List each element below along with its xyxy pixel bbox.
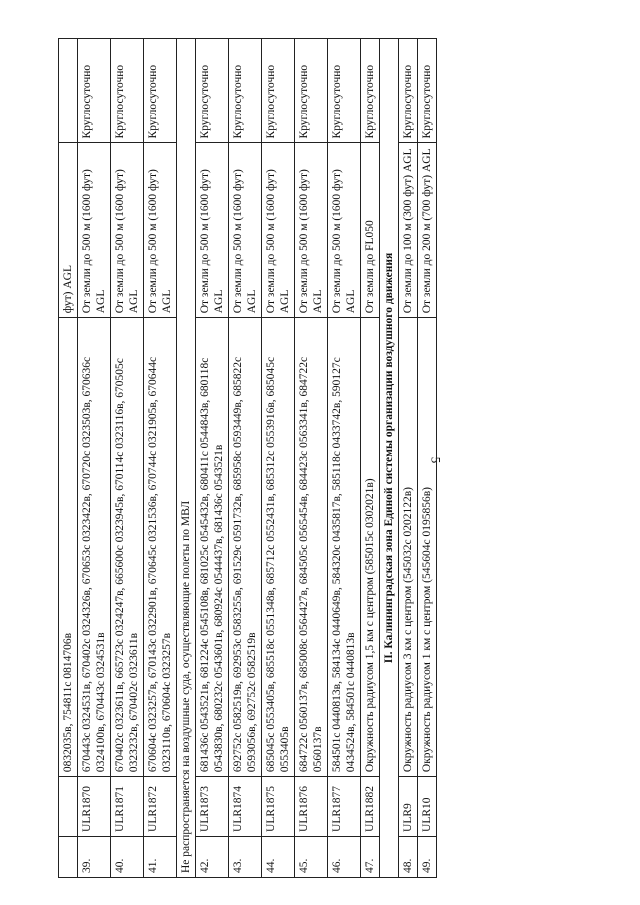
altitude-limits-cell: От земли до 500 м (1600 фут) AGL [229, 143, 262, 318]
row-number-cell: 39. [78, 836, 111, 877]
table-row [361, 39, 380, 878]
coordinates-cell: 584501с 0440813в, 584134с 0440649в, 584320с 0435817в, 585118с 0433742в, 590127с 0434524в, 584501с 0440813в [328, 318, 361, 777]
zone-code-cell: ULR1874 [229, 777, 262, 837]
row-number-cell: 48. [399, 836, 418, 877]
zone-code-cell: ULR10 [418, 777, 437, 837]
coordinates-cell: 670443с 0324531в, 670402с 0324326в, 670653с 0323422в, 670720с 0323503в, 670636с 0324100в, 670443с 0324531в [78, 318, 111, 777]
coordinates-cell: 685045с 0553405в, 685518с 0551348в, 685712с 0552431в, 685312с 0553916в, 685045с 0553405в [262, 318, 295, 777]
table-row [418, 39, 437, 878]
table-body-bottom [399, 39, 437, 878]
zone-code-cell: ULR1873 [196, 777, 229, 837]
row-number-cell: 44. [262, 836, 295, 877]
altitude-limits-cell: От земли до 100 м (300 фут) AGL [399, 143, 418, 318]
table-body-note [177, 39, 196, 878]
zone-code-cell: ULR1872 [144, 777, 177, 837]
operating-time-cell: Круглосуточно [111, 39, 144, 143]
table-row [328, 39, 361, 878]
table-row [262, 39, 295, 878]
altitude-limits-cell: От земли до 500 м (1600 фут) AGL [78, 143, 111, 318]
rotated-table-container [58, 38, 630, 878]
table-body-mid [196, 39, 380, 878]
operating-time-cell: Круглосуточно [399, 39, 418, 143]
table-row [59, 39, 78, 878]
altitude-limits-cell: От земли до 500 м (1600 фут) AGL [295, 143, 328, 318]
operating-time-cell: Круглосуточно [328, 39, 361, 143]
zone-code-cell: ULR1875 [262, 777, 295, 837]
table-row [111, 39, 144, 878]
altitude-limits-cell: От земли до FL050 [361, 143, 380, 318]
zone-code-cell: ULR1870 [78, 777, 111, 837]
zone-code-cell: ULR1876 [295, 777, 328, 837]
operating-time-cell: Круглосуточно [262, 39, 295, 143]
operating-time-cell: Круглосуточно [229, 39, 262, 143]
row-number-cell: 45. [295, 836, 328, 877]
operating-time-cell: Круглосуточно [144, 39, 177, 143]
note-row [177, 39, 196, 878]
table-row [78, 39, 111, 878]
altitude-limits-cell: От земли до 500 м (1600 фут) AGL [111, 143, 144, 318]
zone-code-cell: ULR1882 [361, 777, 380, 837]
table-row [399, 39, 418, 878]
coordinates-cell: 681436с 0543521в, 681224с 0545108в, 681025с 0545432в, 680411с 0544843в, 680118с 0543830в, 680232с 0543601в, 680924с 0544437в, 681436с 0543521в [196, 318, 229, 777]
altitude-limits-cell: От земли до 500 м (1600 фут) AGL [144, 143, 177, 318]
row-number-cell: 49. [418, 836, 437, 877]
table-body-section [380, 39, 399, 878]
table-body-top [59, 39, 177, 878]
operating-time-cell: Круглосуточно [78, 39, 111, 143]
zone-code-cell [59, 777, 78, 837]
operating-time-cell: Круглосуточно [196, 39, 229, 143]
operating-time-cell: Круглосуточно [295, 39, 328, 143]
row-number-cell: 41. [144, 836, 177, 877]
table-row [196, 39, 229, 878]
coordinates-cell: 0832035в, 754811с 0814706в [59, 318, 78, 777]
coordinates-cell: 670402с 0323611в, 665723с 0324247в, 665600с 0323945в, 670114с 0323116в, 670505с 0323232в, 670402с 0323611в [111, 318, 144, 777]
airspace-table [58, 38, 437, 878]
altitude-limits-cell: От земли до 500 м (1600 фут) AGL [196, 143, 229, 318]
operating-time-cell: Круглосуточно [418, 39, 437, 143]
altitude-limits-cell: фут) AGL [59, 143, 78, 318]
row-number-cell: 46. [328, 836, 361, 877]
section-title: II. Калининградская зона Единой системы организации воздушного движения [380, 39, 399, 878]
operating-time-cell [59, 39, 78, 143]
coordinates-cell: 684722с 0560137в, 685008с 0564427в, 684505с 0565454в, 684423с 0563341в, 684722с 0560137в [295, 318, 328, 777]
row-number-cell: 40. [111, 836, 144, 877]
coordinates-cell: Окружность радиусом 3 км с центром (545032с 0202122в) [399, 318, 418, 777]
coordinates-cell: Окружность радиусом 1 км с центром (545604с 0195856в) [418, 318, 437, 777]
zone-code-cell: ULR1871 [111, 777, 144, 837]
altitude-limits-cell: От земли до 500 м (1600 фут) AGL [262, 143, 295, 318]
altitude-limits-cell: От земли до 200 м (700 фут) AGL [418, 143, 437, 318]
coordinates-cell: Окружность радиусом 1,5 км с центром (585015с 0302021в) [361, 318, 380, 777]
zone-code-cell: ULR9 [399, 777, 418, 837]
row-number-cell: 47. [361, 836, 380, 877]
operating-time-cell: Круглосуточно [361, 39, 380, 143]
table-row [229, 39, 262, 878]
altitude-limits-cell: От земли до 500 м (1600 фут) AGL [328, 143, 361, 318]
table-row [295, 39, 328, 878]
coordinates-cell: 670604с 0323257в, 670143с 0322901в, 670645с 0321536в, 670744с 0321905в, 670644с 0323110в, 670604с 0323257в [144, 318, 177, 777]
row-number-cell: 43. [229, 836, 262, 877]
row-number-cell: 42. [196, 836, 229, 877]
zone-code-cell: ULR1877 [328, 777, 361, 837]
row-number-cell [59, 836, 78, 877]
table-row [144, 39, 177, 878]
coordinates-cell: 692752с 0582519в, 692953с 0583255в, 691529с 0591732в, 685958с 0593449в, 685822с 0593056в, 692752с 0582519в [229, 318, 262, 777]
note-cell: Не распространяется на воздушные суда, осуществляющие полеты по МВЛ [177, 39, 196, 878]
section-row [380, 39, 399, 878]
page-number: 5 [428, 456, 444, 464]
